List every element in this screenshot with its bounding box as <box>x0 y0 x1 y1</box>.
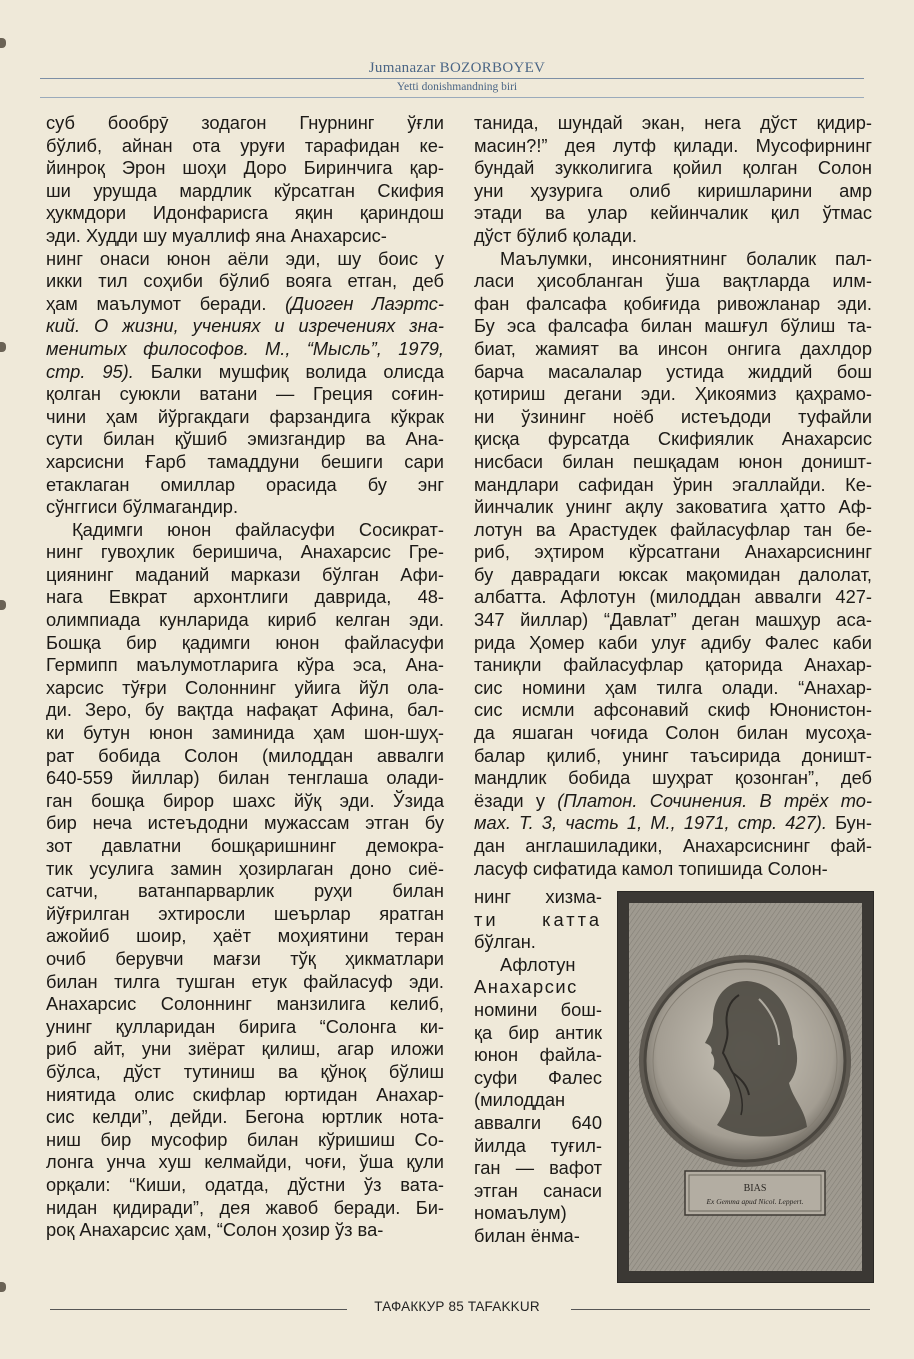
text-line: сатчи, ватанпарварлик руҳи билан <box>46 880 444 902</box>
text-line: мах. Т. 3, часть 1, М., 1971, стр. 427). Бун- <box>474 812 872 834</box>
text-line: олимпиада кунларида кириб келган эди. <box>46 609 444 631</box>
text-line: йилда туғил- <box>474 1134 602 1156</box>
text-line: ниятида олис скифлар юртидан Анахар- <box>46 1083 444 1105</box>
portrait-caption-name: BIAS <box>743 1183 767 1194</box>
text-line: таниқли файласуфлар қаторида Анахар- <box>474 654 872 676</box>
text-line: циянинг маданий маркази бўлган Афи- <box>46 563 444 585</box>
header-author: Jumanazar BOZORBOYEV <box>368 60 546 76</box>
text-line: йинчалик унинг ақлу заковатига ҳатто Аф- <box>474 496 872 518</box>
text-line: 640-559 йиллар) билан тенглаша олади- <box>46 767 444 789</box>
text-line: уни ҳузурига олиб киришларини амр <box>474 179 872 201</box>
text-line: балар қилиб, унинг таъсирида доништ- <box>474 744 872 766</box>
text-line: роқ Анахарсис ҳам, “Солон ҳозир ўз ва- <box>46 1219 384 1241</box>
text-line: этади ва улар кейинчалик қил ўтмас <box>474 202 872 224</box>
text-line: ласи ҳисобланган ўша вақтларда илм- <box>474 270 872 292</box>
right-narrow-column <box>474 886 602 1248</box>
footer-page-label: ТАФАККУР 85 TAFAKKUR <box>374 1299 540 1314</box>
text-line: ажойиб шоир, ҳаёт моҳиятини теран <box>46 925 444 947</box>
text-line: бир неча истеъдодни мужассам этган бу <box>46 812 444 834</box>
text-line: сис келди”, дейди. Бегона юртлик нота- <box>46 1106 444 1128</box>
text-line: тик усулига замин ҳозирлаган доно сиё- <box>46 857 444 879</box>
text-line: мандлари сафидан ўрин эгаллайди. Ке- <box>474 473 872 495</box>
text-line: бу даврадаги юксак мақомидан далолат, <box>474 563 872 585</box>
text-line: мандлик бобида шуҳрат қозонган”, деб <box>474 767 872 789</box>
text-line: стр. 95). Балки мушфиқ волида олисда <box>46 360 444 382</box>
text-line: рида Ҳомер каби улуғ адибу Фалес каби <box>474 631 872 653</box>
bias-portrait-image <box>629 903 862 1271</box>
text-line: (милоддан <box>474 1089 566 1111</box>
text-line: ёзади у (Платон. Сочинения. В трёх то- <box>474 789 872 811</box>
header-rule <box>40 97 864 98</box>
text-line: албатта. Афлотун (милоддан аввалги 427- <box>474 586 872 608</box>
text-line: очиб берувчи мағзи тўқ ҳикматлари <box>46 947 444 969</box>
text-line: ган бошқа бирор шахс йўқ эди. Ўзида <box>46 789 444 811</box>
text-line: Бошқа бир қадимги юнон файласуфи <box>46 631 444 653</box>
text-line: нага Евкрат архонтлиги даврида, 48- <box>46 586 444 608</box>
text-line: биат, жамият ва инсон онгига дахлдор <box>474 337 872 359</box>
text-line: билан ёнма- <box>474 1224 580 1246</box>
text-line: ниш бир мусофир билан кўришиш Со- <box>46 1128 444 1150</box>
text-line: қолган суюкли ватани — Греция соғин- <box>46 383 444 405</box>
binding-hole <box>0 38 6 48</box>
text-line: нинг гувоҳлик беришича, Анахарсис Гре- <box>46 541 444 563</box>
text-line: сути билан қўшиб эмизгандир ва Ана- <box>46 428 444 450</box>
text-line: риб айт, уни зиёрат қилиш, агар иложи <box>46 1038 444 1060</box>
text-line: да яшаган чоғида Солон билан мусоҳа- <box>474 722 872 744</box>
text-line: қа бир антик <box>474 1021 602 1043</box>
text-line: Анахарсис Солоннинг манзилига келиб, <box>46 993 444 1015</box>
text-line: юнон файла- <box>474 1044 602 1066</box>
text-line: ган — вафот <box>474 1157 602 1179</box>
text-line: ши урушда мардлик кўрсатган Скифия <box>46 179 444 201</box>
header-title: Yetti donishmandning biri <box>396 81 518 93</box>
text-line: фан фалсафа қобиғида ривожланар эди. <box>474 292 872 314</box>
text-line: ҳам маълумот беради. (Диоген Лаэртс- <box>46 292 444 314</box>
text-line: сис исмли афсонавий скиф Юнонистон- <box>474 699 872 721</box>
binding-hole <box>0 342 6 352</box>
text-line: рат бобида Солон (милоддан аввалги <box>46 744 444 766</box>
left-column <box>46 112 444 1242</box>
text-line: Маълумки, инсониятнинг болалик пал- <box>500 247 872 269</box>
text-line: аввалги 640 <box>474 1111 602 1133</box>
text-line: ҳукмдори Идонфарисга яқин қариндош <box>46 202 444 224</box>
text-line: харсис тўғри Солоннинг уйига йўл ола- <box>46 676 444 698</box>
text-line: йўғрилган эхтиросли шеърлар яратган <box>46 902 444 924</box>
portrait-caption-sub: Ex Gemma apud Nicol. Leppert. <box>706 1197 804 1206</box>
text-line: ти катта <box>474 908 602 930</box>
right-column <box>474 112 872 880</box>
text-line: сўнггиси бўлмагандир. <box>46 496 239 518</box>
text-line: нинг онаси юнон аёли эди, шу боис у <box>46 247 444 269</box>
text-line: Анахарсис <box>474 976 578 998</box>
text-line: нисбаси билан пешқадам юнон доништ- <box>474 450 872 472</box>
text-line: номини бош- <box>474 998 602 1020</box>
text-line: унинг қулларидан бирига “Солонга ки- <box>46 1015 444 1037</box>
text-line: нидан қидиради”, дея жавоб беради. Би- <box>46 1196 444 1218</box>
header-rule <box>40 78 864 79</box>
text-line: қотириш дегани эди. Ҳикоямиз қаҳрамо- <box>474 383 872 405</box>
text-line: ди. Зеро, бу вақтда нафақат Афина, бал- <box>46 699 444 721</box>
text-line: барча масалалар устида жиддий бош <box>474 360 872 382</box>
text-line: ласуф сифатида камол топишида Солон- <box>474 857 828 879</box>
text-line: нинг хизма- <box>474 886 602 907</box>
text-line: билан тилга тушган етук файласуф эди. <box>46 970 444 992</box>
text-line: лонга унча хуш келмайди, чоғи, ўша қули <box>46 1151 444 1173</box>
binding-hole <box>0 600 6 610</box>
text-line: номаълум) <box>474 1202 567 1224</box>
text-line: ни ўзининг ноёб истеъдоди туфайли <box>474 405 872 427</box>
text-line: бўлган. <box>474 931 536 953</box>
text-line: суфи Фалес <box>474 1066 602 1088</box>
text-line: икки тил соҳиби бўлиб вояга етган, деб <box>46 270 444 292</box>
text-line: сис номини ҳам тилга олади. “Анахар- <box>474 676 872 698</box>
text-line: йинроқ Эрон шоҳи Доро Биринчига қар- <box>46 157 444 179</box>
text-line: қисқа фурсатда Скифиялик Анахарсис <box>474 428 872 450</box>
text-line: дан англашиладики, Анахарсиснинг фай- <box>474 835 872 856</box>
text-line: ки бутун юнон заминида ҳам шон-шуҳ- <box>46 722 444 744</box>
text-line: менитых философов. М., “Мысль”, 1979, <box>46 337 444 359</box>
text-line: 347 йиллар) “Давлат” деган машҳур аса- <box>474 609 872 631</box>
text-line: дўст бўлиб қолади. <box>474 224 637 246</box>
text-line: Афлотун <box>500 953 576 975</box>
text-line: кий. О жизни, учениях и изречениях зна- <box>46 315 444 337</box>
text-line: эди. Худди шу муаллиф яна Анахарсис- <box>46 224 387 246</box>
text-line: масин?!” дея лутф қилади. Мусофирнинг <box>474 134 872 156</box>
footer-rule <box>571 1309 870 1310</box>
text-line: Бу эса фалсафа билан машғул бўлиш та- <box>474 315 872 337</box>
text-line: бўлиб, айнан ота уруғи тарафидан ке- <box>46 134 444 156</box>
text-line: бундай зукколигига қойил қолган Солон <box>474 157 872 179</box>
text-line: Гермипп маълумотларига кўра эса, Ана- <box>46 654 444 676</box>
text-line: бўлса, дўст тутиниш ва қўноқ бўлиш <box>46 1060 444 1082</box>
text-line: этган санаси <box>474 1179 602 1201</box>
portrait-engraving <box>617 891 874 1283</box>
text-line: орқали: “Киши, одатда, дўстни ўз вата- <box>46 1173 444 1195</box>
text-line: харсисни Ғарб тамаддуни бешиги сари <box>46 450 444 472</box>
text-line: зот давлатни бошқаришнинг демокра- <box>46 835 444 856</box>
text-line: лотун ва Арастудек файласуфлар тан бе- <box>474 518 872 540</box>
text-line: Қадимги юнон файласуфи Сосикрат- <box>72 518 444 540</box>
text-line: риб, эҳтиром кўрсатгани Анахарсиснинг <box>474 541 872 563</box>
text-line: танида, шундай экан, нега дўст қидир- <box>474 112 872 133</box>
binding-hole <box>0 1282 6 1292</box>
text-line: чини ҳам йўргакдаги фарзандига кўкрак <box>46 405 444 427</box>
text-line: суб бообрӯ зодагон Гнурнинг ўғли <box>46 112 444 133</box>
text-line: етаклаган омиллар орасида бу энг <box>46 473 444 495</box>
